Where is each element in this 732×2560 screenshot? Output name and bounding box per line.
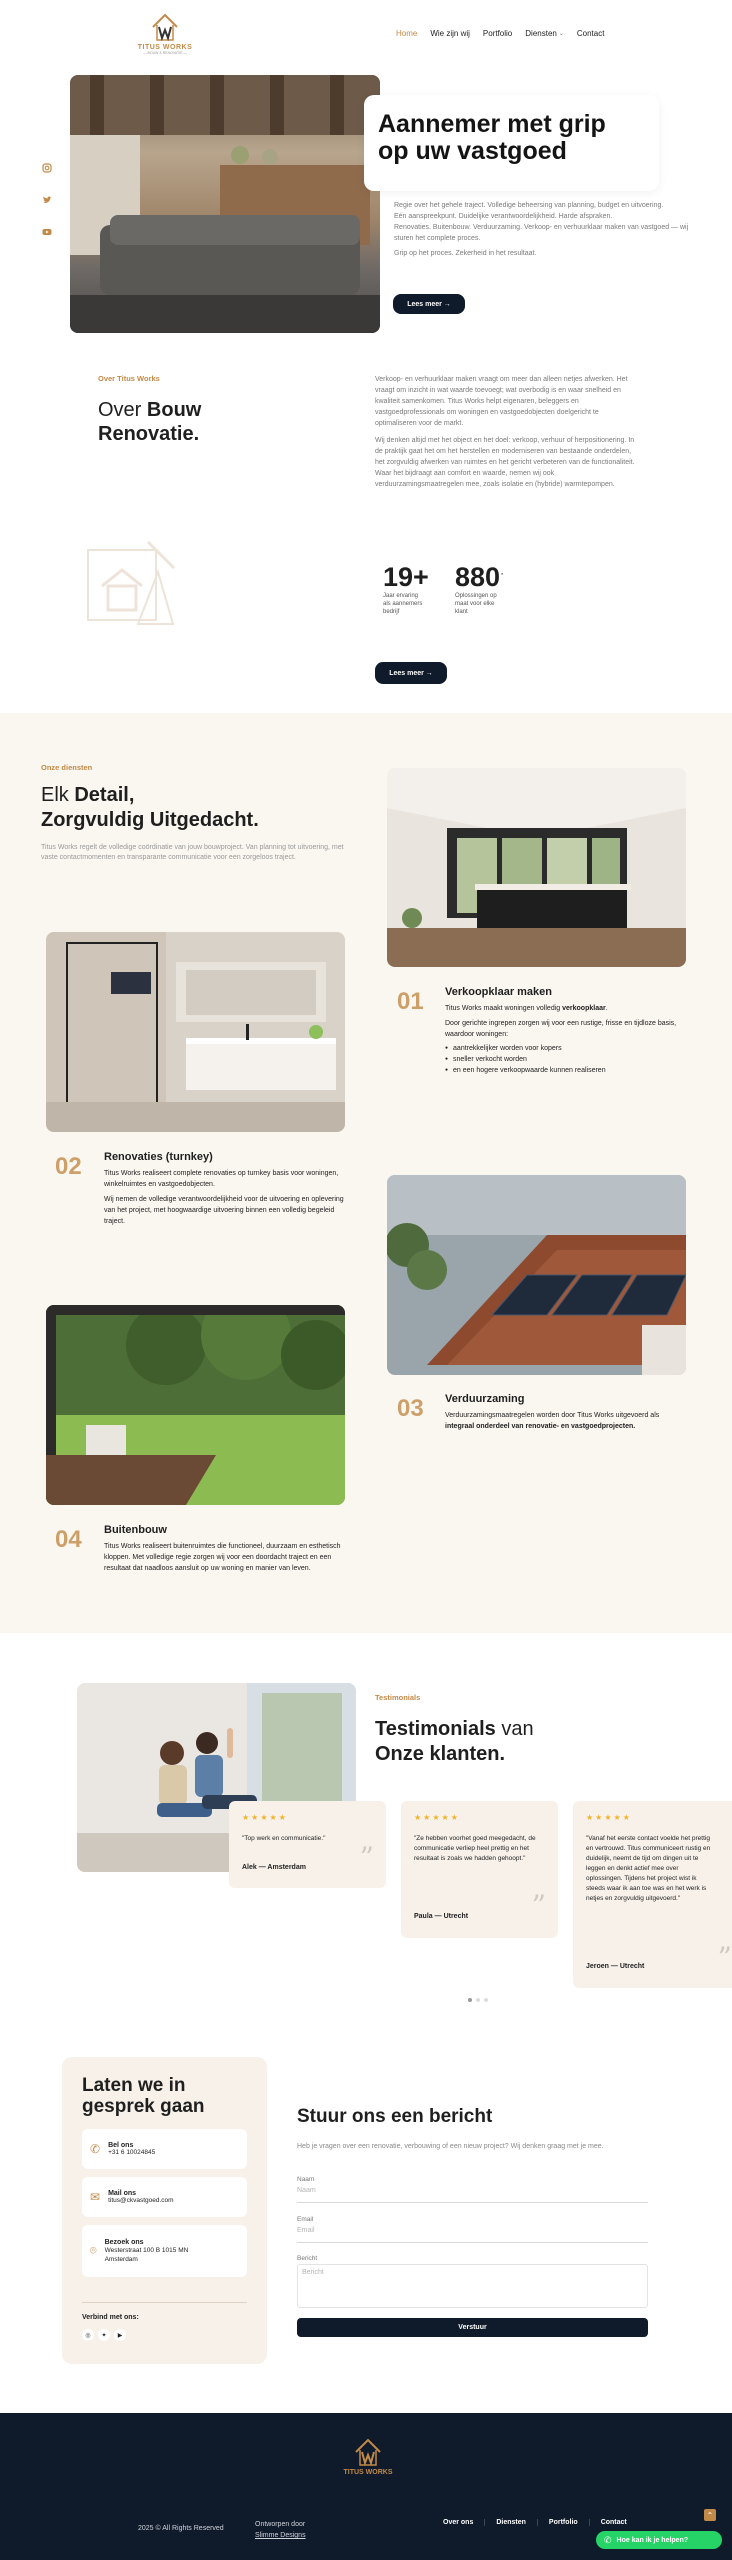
testimonial-quote: "Top werk en communicatie."	[242, 1835, 326, 1842]
whatsapp-button[interactable]	[596, 2531, 722, 2549]
services-eyebrow: Onze diensten	[41, 763, 93, 772]
bullet-item: ● aantrekkelijker worden voor kopers	[445, 1043, 685, 1054]
testimonial-card	[401, 1801, 558, 1938]
email-label: Email	[297, 2216, 314, 2223]
carousel-dot[interactable]	[476, 1998, 480, 2002]
contact-phone-value[interactable]: +31 6 10024845	[108, 2149, 156, 2156]
outdoor-image	[46, 1305, 345, 1505]
services-title	[41, 783, 341, 833]
service-04-text: Titus Works realiseert buitenruimtes die functioneel, duurzaam en esthetisch kloppen. Met volledige regie zorgen wij voor een doordacht traject en een resultaat dat naadloos aansluit op uw woning en manier van leven.	[104, 1543, 341, 1572]
service-04-title: Buitenbouw	[104, 1524, 167, 1536]
contact-section	[0, 2033, 732, 2413]
services-title-a: Elk	[41, 784, 69, 806]
twitter-icon[interactable]: ✦	[98, 2329, 110, 2341]
services-section	[0, 713, 732, 1633]
contact-social-label: Verbind met ons:	[82, 2314, 139, 2321]
hero-paragraph-3: Renovaties. Buitenbouw. Verduurzaming. Verkoop- en verhuurklaar maken van vastgoed — wij sturen het complete proces.	[394, 224, 689, 242]
services-intro: Titus Works regelt de volledige coördinatie van jouw bouwproject. Van planning tot uitvoering, met vaste contactmomenten en transparante communicatie voor een zorgeloos traject.	[41, 844, 344, 861]
hero-paragraph-2: Eén aanspreekpunt. Duidelijke verantwoordelijkheid. Harde afspraken.	[394, 213, 613, 220]
service-01-text-b: Door gerichte ingrepen zorgen wij voor een rustige, frisse en tijdloze basis, waardoor woningen:	[445, 1020, 677, 1038]
nav-wie-zijn-wij[interactable]: Wie zijn wij	[430, 29, 470, 38]
contact-phone-label: Bel ons	[108, 2142, 134, 2149]
testimonials-section	[0, 1633, 732, 2033]
about-title	[98, 398, 238, 446]
quote-icon: ”	[717, 1941, 732, 1974]
service-02-content	[104, 1151, 344, 1227]
hero-paragraph-4: Grip op het proces. Zekerheid in het resultaat.	[394, 250, 537, 257]
service-03-title: Verduurzaming	[445, 1393, 525, 1405]
service-03-text-a: Verduurzamingsmaatregelen worden door Titus Works uitgevoerd als	[445, 1412, 660, 1419]
bullet-item: ● sneller verkocht worden	[445, 1054, 685, 1065]
youtube-icon[interactable]	[42, 227, 52, 237]
contact-visit	[82, 2225, 247, 2277]
quote-icon: ”	[359, 1841, 374, 1874]
testimonial-card	[229, 1801, 386, 1888]
contact-social-icons	[82, 2329, 126, 2341]
about-eyebrow: Over Titus Works	[98, 374, 160, 383]
house-logo-icon	[351, 2435, 385, 2469]
hero-read-more-button[interactable]: Lees meer →	[393, 294, 465, 314]
testimonial-quote: "Ze hebben voorhet goed meegedacht, de communicatie verliep heel prettig en het resultaat is zoals we hadden gehoopt."	[414, 1835, 536, 1862]
nav-home[interactable]: Home	[396, 29, 418, 38]
whatsapp-icon: ✆	[604, 2534, 612, 2545]
brand-name: TITUS WORKS	[137, 44, 193, 51]
about-paragraph-1: Verkoop- en verhuurklaar maken vraagt om meer dan alleen netjes afwerken. Het vraagt om inzicht in wat waarde toevoegt; wat overbodig is en waar snelheid en kwaliteit samenkomen. Titus Works helpt eigenaren, beleggers en vastgoedprofessionals om woningen en vastgoedobjecten doelgericht te optimaliseren voor de markt.	[375, 376, 628, 427]
contact-visit-label: Bezoek ons	[104, 2238, 144, 2246]
testimonials-title-line2: Onze klanten.	[375, 1743, 506, 1765]
stat-years-label: Jaar ervaring als aannemers bedrijf	[383, 593, 423, 615]
service-03-number: 03	[397, 1395, 424, 1422]
service-03-content	[445, 1393, 675, 1432]
footer-link-over-ons[interactable]: Over ons	[432, 2519, 485, 2526]
testimonial-quote: "Vanaf het eerste contact voelde het prettig en vertrouwd. Titus communiceert rustig en duidelijk, neemt de tijd om dingen uit te leggen en denkt actief mee over oplossingen. Tijdens het project wist ik steeds waar ik aan toe was en het werk is netjes en zorgvuldig uitgevoerd."	[586, 1835, 711, 1902]
service-02-text-1: Titus Works realiseert complete renovaties op turnkey basis voor woningen, winkelruimtes en vastgoedobjecten.	[104, 1170, 339, 1188]
footer-designed	[255, 2519, 306, 2541]
contact-mail	[82, 2177, 247, 2217]
contact-mail-value[interactable]: titus@ckvastgoed.com	[108, 2197, 174, 2204]
hero-title: Aannemer met grip op uw vastgoed	[378, 110, 606, 165]
testimonials-title	[375, 1717, 615, 1767]
whatsapp-label: Hoe kan ik je helpen?	[616, 2536, 689, 2544]
brand-tagline: — BOUW & RENOVATIE —	[143, 51, 187, 55]
location-pin-icon: ⌾	[90, 2244, 97, 2257]
service-01-text-a: Titus Works maakt woningen volledig	[445, 1005, 561, 1012]
star-rating: ★★★★★	[586, 1813, 632, 1822]
nav-contact[interactable]: Contact	[576, 29, 605, 38]
hero-text	[394, 200, 694, 259]
contact-mail-label: Mail ons	[108, 2190, 137, 2197]
name-input[interactable]: Naam	[297, 2183, 648, 2203]
about-text	[375, 374, 637, 490]
footer-brand-name: TITUS WORKS	[343, 2469, 393, 2476]
header	[0, 0, 732, 70]
name-field-group	[297, 2176, 648, 2203]
youtube-icon[interactable]: ▶	[114, 2329, 126, 2341]
main-nav	[396, 29, 604, 38]
hero-image-living-room	[70, 75, 380, 333]
carousel-dot[interactable]	[484, 1998, 488, 2002]
services-title-b: Detail,	[74, 784, 135, 806]
testimonials-title-bold: Testimonials	[375, 1718, 496, 1740]
house-logo-icon	[148, 10, 182, 44]
mail-icon: ✉	[90, 2190, 101, 2204]
plus-dot-icon: ·	[500, 566, 505, 580]
about-read-more-button[interactable]: Lees meer →	[375, 662, 447, 684]
blueprint-house-icon	[78, 532, 178, 632]
form-title: Stuur ons een bericht	[297, 2106, 493, 2127]
service-01-content	[445, 986, 685, 1076]
service-01-number: 01	[397, 988, 424, 1015]
form-intro: Heb je vragen over een renovatie, verbouwing of een nieuw project? Wij denken graag met je mee.	[297, 2143, 604, 2150]
carousel-dots[interactable]	[468, 1998, 488, 2002]
footer-designed-prefix: Ontworpen door	[255, 2521, 306, 2528]
hero-paragraph-1: Regie over het gehele traject. Volledige beheersing van planning, budget en uitvoering.	[394, 202, 664, 209]
nav-diensten[interactable]	[525, 29, 564, 38]
phone-icon: ✆	[90, 2142, 101, 2156]
stat-solutions-value: 880	[455, 562, 501, 592]
service-02-number: 02	[55, 1153, 82, 1180]
bullet-item: ● en een hogere verkoopwaarde kunnen realiseren	[445, 1065, 685, 1076]
arrow-up-icon: ⌃	[706, 2510, 714, 2520]
contact-card-title: Laten we in gesprek gaan	[82, 2075, 205, 2117]
testimonial-card	[573, 1801, 732, 1988]
footer	[0, 2413, 732, 2560]
email-field-group	[297, 2216, 648, 2243]
footer-copyright: 2025 © All Rights Reserved	[138, 2525, 224, 2532]
star-rating: ★★★★★	[242, 1813, 288, 1822]
about-section	[0, 340, 732, 713]
service-04-number: 04	[55, 1526, 82, 1553]
instagram-icon[interactable]	[42, 163, 52, 173]
about-paragraph-2: Wij denken altijd met het object en het doel: verkoop, verhuur of herpositionering. In de praktijk gaat het om het herstellen en moderniseren van bestaande onderdelen, het zorgvuldig afwerken van ruimtes en het gericht verbeteren van de functionaliteit. Waar het bijdraagt aan comfort en waarde, nemen wij ook verduurzamingsmaatregelen mee, zoals isolatie en (hybride) warmtepompen.	[375, 437, 635, 488]
service-01-title: Verkoopklaar maken	[445, 986, 553, 998]
footer-designer-link[interactable]: Slimme Designs	[255, 2532, 306, 2539]
stat-solutions-label: Oplossingen op maat voor elke klant	[455, 593, 497, 615]
testimonial-author: Alek — Amsterdam	[242, 1864, 306, 1871]
nav-diensten-label: Diensten	[525, 29, 557, 38]
divider	[82, 2302, 247, 2303]
stat-years	[383, 562, 443, 616]
service-01-text: Titus Works maakt woningen volledig verkoopklaar.	[445, 1005, 608, 1012]
chevron-down-icon: ⌄	[558, 31, 564, 37]
testimonial-author: Paula — Utrecht	[414, 1913, 469, 1920]
logo[interactable]	[133, 10, 197, 60]
footer-link-diensten[interactable]: Diensten	[485, 2519, 538, 2526]
footer-logo[interactable]	[336, 2435, 400, 2476]
contact-visit-value: Westerstraat 100 B 1015 MN Amsterdam	[104, 2246, 189, 2263]
stat-solutions	[455, 562, 525, 616]
service-02-text-2: Wij nemen de volledige verantwoordelijkheid voor de uitvoering en oplevering van het project, met hoogwaardige uitvoering binnen een volledig begeleid traject.	[104, 1196, 344, 1225]
services-title-c: Zorgvuldig Uitgedacht.	[41, 809, 259, 831]
quote-icon: ”	[531, 1889, 546, 1922]
service-04-content	[104, 1524, 344, 1574]
message-field-group	[297, 2255, 648, 2308]
email-input[interactable]: Email	[297, 2223, 648, 2243]
testimonials-eyebrow: Testimonials	[375, 1693, 421, 1702]
stat-years-value: 19+	[383, 562, 429, 592]
carousel-dot[interactable]	[468, 1998, 472, 2002]
social-rail	[42, 163, 52, 237]
star-rating: ★★★★★	[414, 1813, 460, 1822]
testimonials-title-light: van	[501, 1718, 534, 1740]
message-label: Bericht	[297, 2255, 318, 2262]
contact-phone	[82, 2129, 247, 2169]
back-to-top-button[interactable]	[704, 2509, 716, 2521]
service-03-text	[445, 1410, 675, 1432]
service-01-text-bold: verkoopklaar	[562, 1005, 606, 1012]
service-02-title: Renovaties (turnkey)	[104, 1151, 213, 1163]
footer-link-portfolio[interactable]: Portfolio	[538, 2519, 590, 2526]
message-textarea[interactable]: Bericht	[297, 2264, 648, 2308]
kitchen-image	[387, 768, 686, 967]
submit-button[interactable]: Verstuur	[297, 2318, 648, 2337]
about-title-light: Over	[98, 399, 142, 421]
about-title-bold: Bouw Renovatie.	[98, 399, 202, 445]
footer-link-contact[interactable]: Contact	[600, 2519, 627, 2526]
bathroom-image	[46, 932, 345, 1132]
hero-title-card	[364, 95, 659, 191]
testimonial-author: Jeroen — Utrecht	[586, 1963, 645, 1970]
service-01-bullets	[445, 1043, 685, 1076]
twitter-icon[interactable]	[42, 195, 52, 205]
nav-portfolio[interactable]: Portfolio	[482, 29, 513, 38]
footer-nav	[432, 2519, 638, 2526]
service-03-text-bold: integraal onderdeel van renovatie- en vastgoedprojecten.	[445, 1423, 636, 1430]
contact-info-card	[62, 2057, 267, 2364]
solar-roof-image	[387, 1175, 686, 1375]
name-label: Naam	[297, 2176, 315, 2183]
instagram-icon[interactable]: ◎	[82, 2329, 94, 2341]
